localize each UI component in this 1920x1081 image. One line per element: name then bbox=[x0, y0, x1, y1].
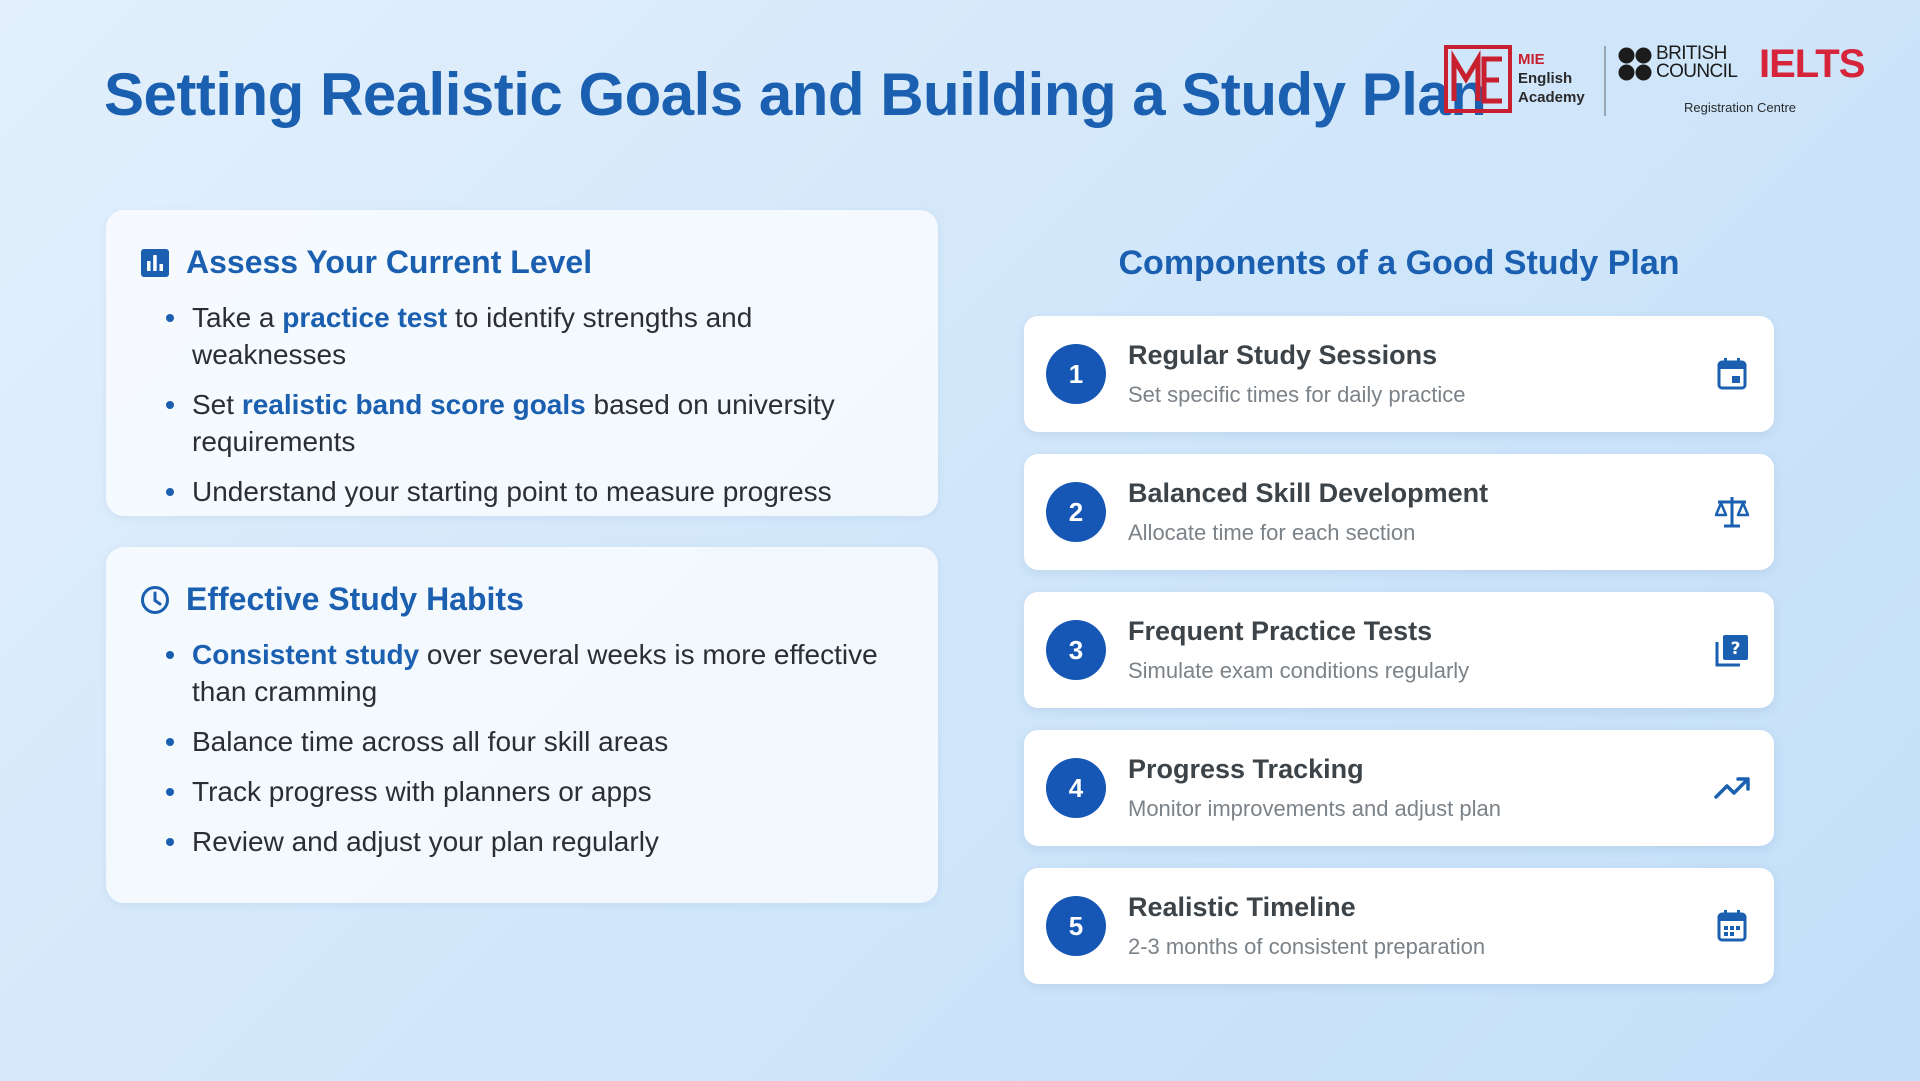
ielts-logo: IELTS bbox=[1759, 42, 1865, 86]
habits-card-title: Effective Study Habits bbox=[186, 581, 524, 617]
step-number-badge: 3 bbox=[1046, 620, 1106, 680]
step-number-badge: 5 bbox=[1046, 896, 1106, 956]
page-title: Setting Realistic Goals and Building a Study Plan bbox=[104, 61, 1487, 128]
step-title: Realistic Timeline bbox=[1128, 892, 1356, 922]
step-description: Simulate exam conditions regularly bbox=[1128, 658, 1470, 683]
mie-logo-icon bbox=[1444, 45, 1512, 113]
british-council-dots-icon bbox=[1618, 47, 1652, 81]
step-description: Monitor improvements and adjust plan bbox=[1128, 796, 1501, 821]
clock-icon bbox=[140, 585, 170, 615]
bar-chart-icon bbox=[140, 248, 170, 278]
list-item: Set realistic band score goals based on university requirements bbox=[192, 386, 904, 460]
list-item: Track progress with planners or apps bbox=[192, 773, 904, 810]
components-heading: Components of a Good Study Plan bbox=[1118, 244, 1680, 282]
step-title: Balanced Skill Development bbox=[1128, 478, 1489, 508]
list-item: Take a practice test to identify strengths and weaknesses bbox=[192, 299, 904, 373]
study-habits-card bbox=[106, 547, 938, 903]
assess-list bbox=[140, 299, 904, 510]
calendar-month-icon bbox=[1712, 906, 1752, 946]
step-title: Frequent Practice Tests bbox=[1128, 616, 1433, 646]
step-card-practice-tests bbox=[1024, 592, 1774, 708]
step-card-regular-sessions bbox=[1024, 316, 1774, 432]
step-title: Progress Tracking bbox=[1128, 754, 1364, 784]
step-description: Set specific times for daily practice bbox=[1128, 382, 1466, 407]
logo-divider bbox=[1604, 46, 1606, 116]
assess-level-card bbox=[106, 210, 938, 516]
step-title: Regular Study Sessions bbox=[1128, 340, 1438, 370]
step-description: Allocate time for each section bbox=[1128, 520, 1416, 545]
step-number-badge: 1 bbox=[1046, 344, 1106, 404]
step-description: 2-3 months of consistent preparation bbox=[1128, 934, 1486, 959]
calendar-event-icon bbox=[1712, 354, 1752, 394]
step-card-realistic-timeline bbox=[1024, 868, 1774, 984]
mie-wordmark: MIE English Academy bbox=[1518, 51, 1585, 106]
quiz-icon bbox=[1712, 630, 1752, 670]
list-item: Consistent study over several weeks is more effective than cramming bbox=[192, 636, 904, 710]
list-item: Review and adjust your plan regularly bbox=[192, 823, 904, 860]
partner-logos bbox=[1444, 44, 1874, 122]
step-number-badge: 4 bbox=[1046, 758, 1106, 818]
step-card-balanced-skills bbox=[1024, 454, 1774, 570]
trending-up-icon bbox=[1712, 768, 1752, 808]
list-item: Balance time across all four skill areas bbox=[192, 723, 904, 760]
balance-scale-icon bbox=[1712, 492, 1752, 532]
step-number-badge: 2 bbox=[1046, 482, 1106, 542]
step-card-progress-tracking bbox=[1024, 730, 1774, 846]
british-council-wordmark: BRITISH COUNCIL bbox=[1656, 43, 1738, 82]
assess-card-title: Assess Your Current Level bbox=[186, 244, 593, 280]
habits-list bbox=[140, 636, 904, 860]
registration-centre-label: Registration Centre bbox=[1684, 100, 1796, 115]
svg-text:?: ? bbox=[1730, 639, 1741, 659]
list-item: Understand your starting point to measure progress bbox=[192, 473, 904, 510]
